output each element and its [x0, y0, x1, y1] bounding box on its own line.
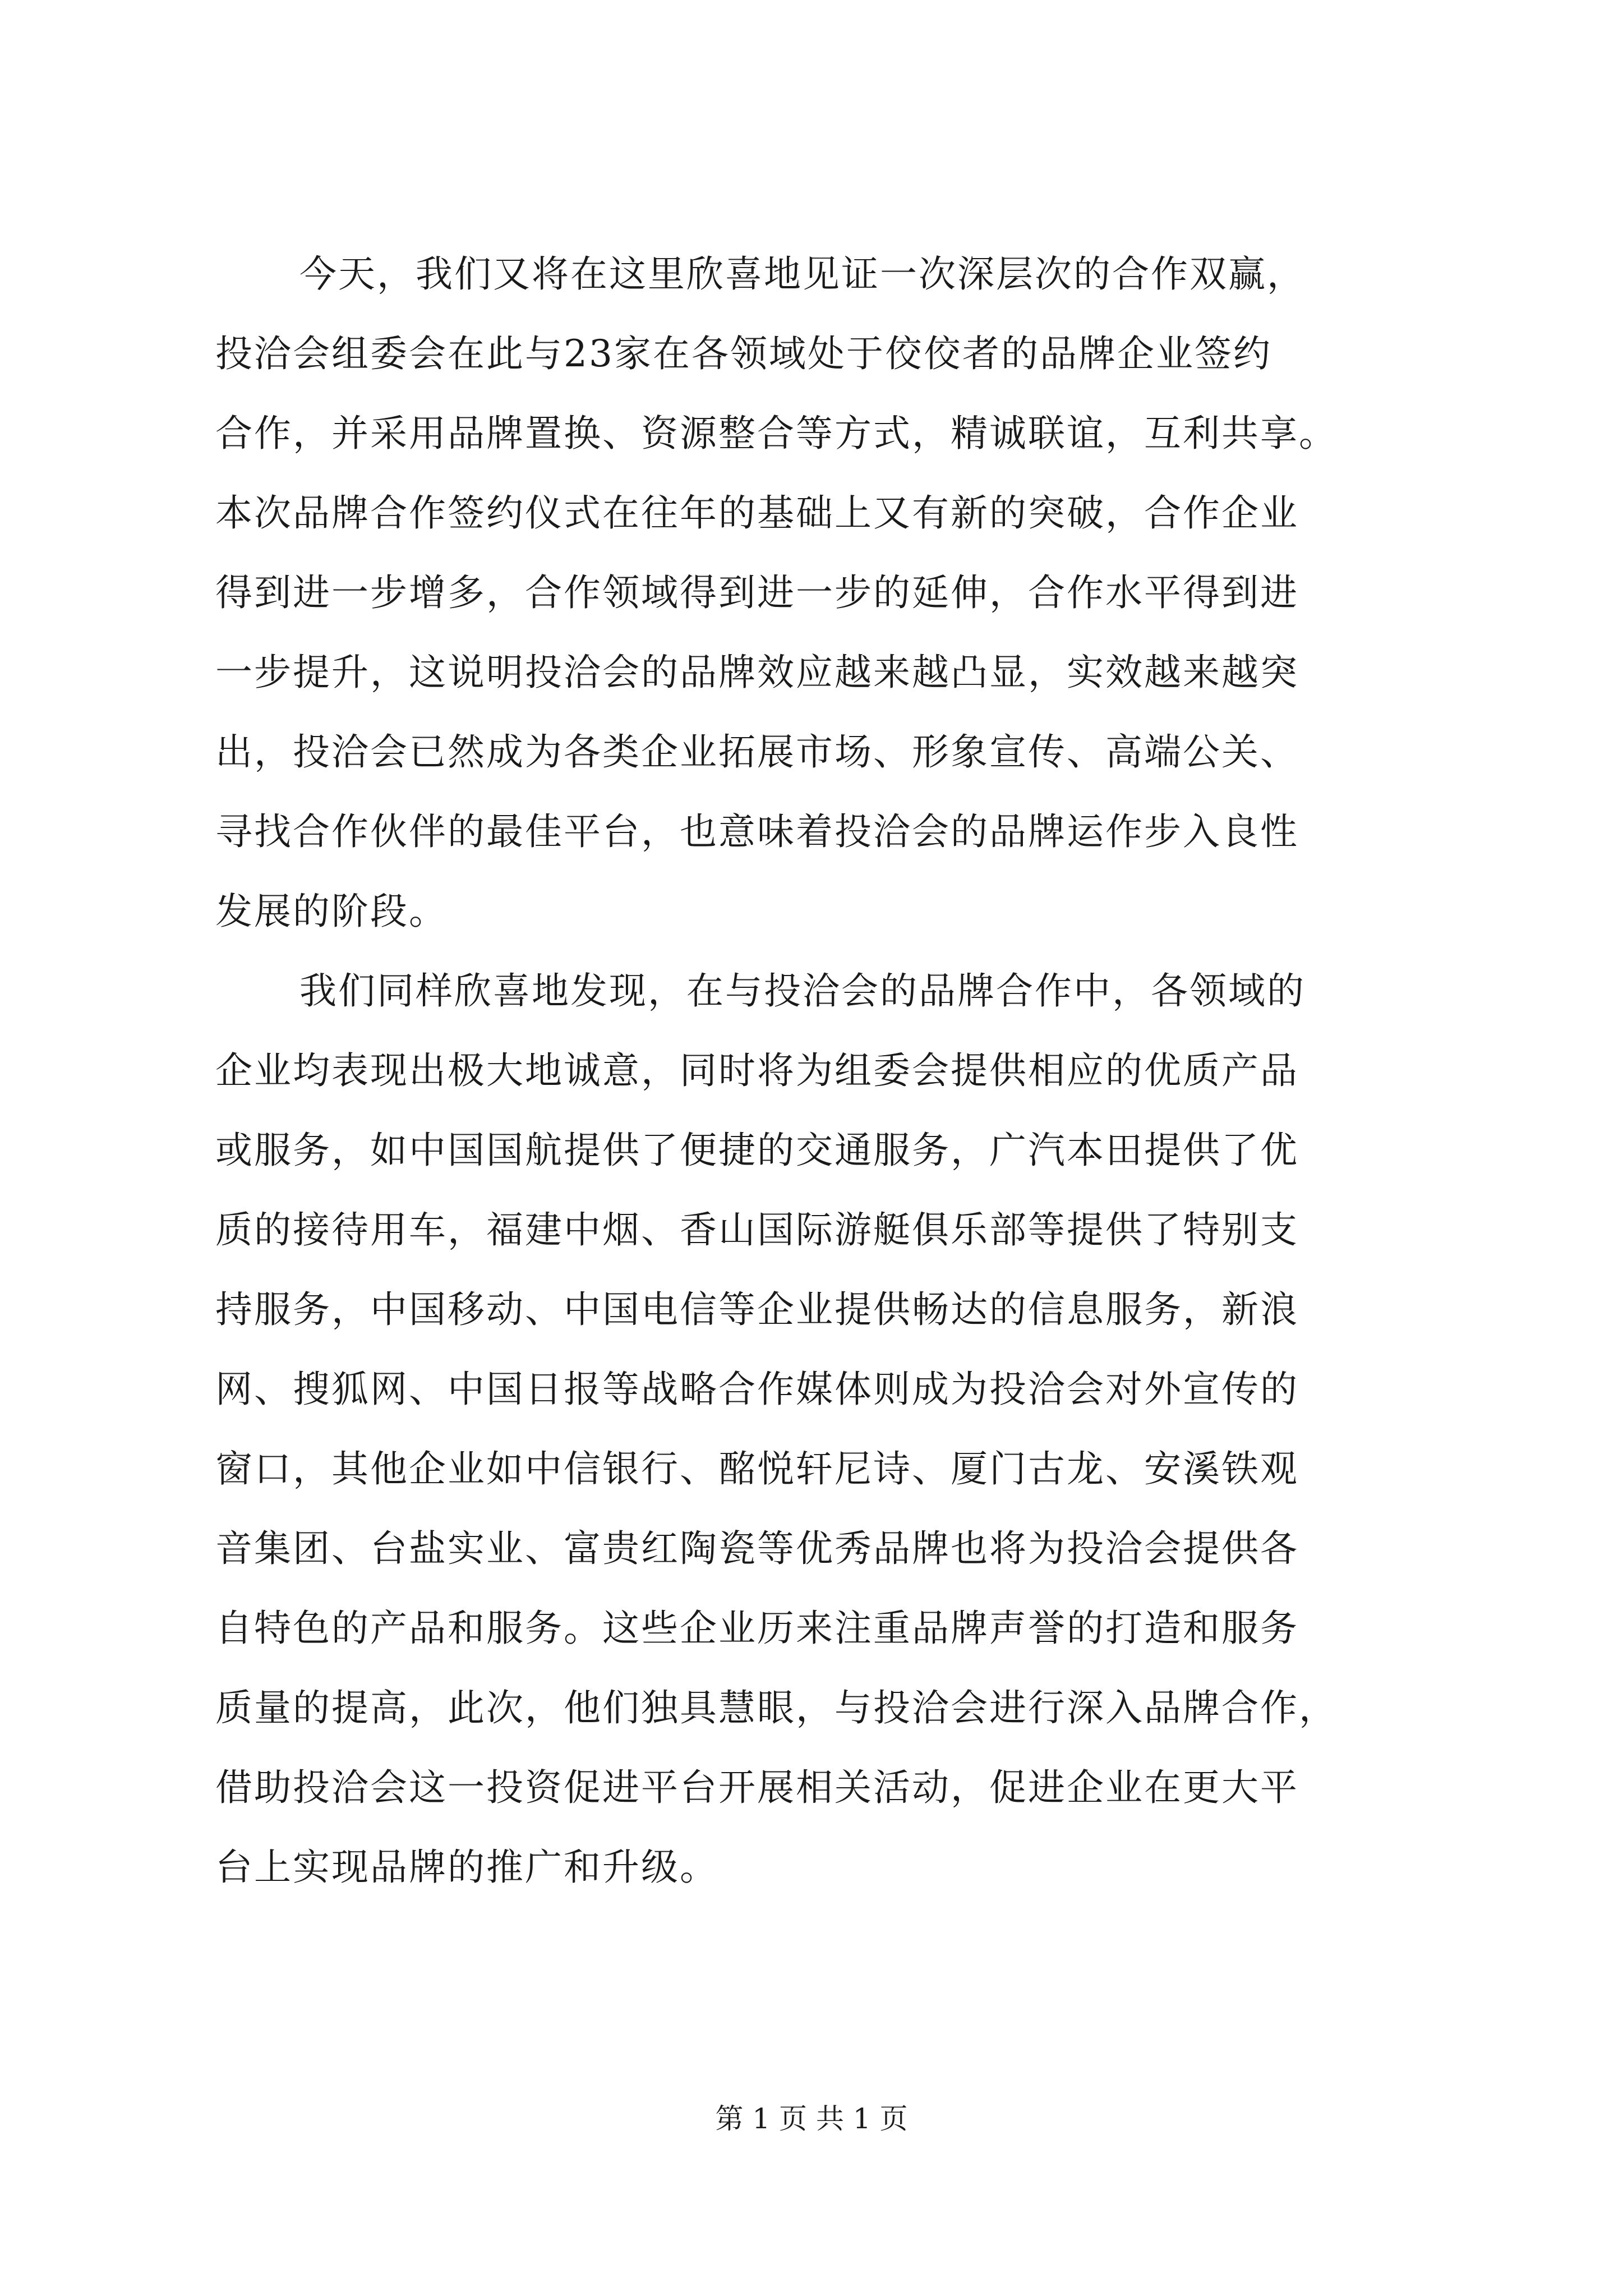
text-line: 或服务，如中国国航提供了便捷的交通服务，广汽本田提供了优 — [215, 1129, 1299, 1172]
text-line: 合作，并采用品牌置换、资源整合等方式，精诚联谊，互利共享。 — [215, 412, 1338, 455]
paragraph-1 — [215, 234, 1421, 951]
text-line: 本次品牌合作签约仪式在往年的基础上又有新的突破，合作企业 — [215, 491, 1299, 535]
text-line: 质的接待用车，福建中烟、香山国际游艇俱乐部等提供了特别支 — [215, 1208, 1299, 1251]
text-line: 企业均表现出极大地诚意，同时将为组委会提供相应的优质产品 — [215, 1049, 1299, 1092]
text-line: 投洽会组委会在此与23家在各领域处于佼佼者的品牌企业签约 — [215, 332, 1272, 375]
document-body — [215, 234, 1421, 1907]
text-line: 发展的阶段。 — [215, 890, 448, 933]
page-number-footer: 第 1 页 共 1 页 — [715, 2102, 908, 2135]
text-line: 我们同样欣喜地发现，在与投洽会的品牌合作中，各领域的 — [299, 969, 1306, 1013]
text-line: 寻找合作伙伴的最佳平台，也意味着投洽会的品牌运作步入良性 — [215, 810, 1299, 853]
text-line: 得到进一步增多，合作领域得到进一步的延伸，合作水平得到进 — [215, 571, 1299, 614]
paragraph-2 — [215, 951, 1421, 1907]
text-line: 音集团、台盐实业、富贵红陶瓷等优秀品牌也将为投洽会提供各 — [215, 1527, 1299, 1570]
text-line: 借助投洽会这一投资促进平台开展相关活动，促进企业在更大平 — [215, 1766, 1299, 1809]
text-line: 台上实现品牌的推广和升级。 — [215, 1846, 718, 1889]
text-line: 网、搜狐网、中国日报等战略合作媒体则成为投洽会对外宣传的 — [215, 1368, 1299, 1411]
text-line: 出，投洽会已然成为各类企业拓展市场、形象宣传、高端公关、 — [215, 730, 1299, 774]
text-line: 今天，我们又将在这里欣喜地见证一次深层次的合作双赢， — [299, 252, 1306, 296]
text-line: 质量的提高，此次，他们独具慧眼，与投洽会进行深入品牌合作， — [215, 1686, 1338, 1729]
text-line: 窗口，其他企业如中信银行、酩悦轩尼诗、厦门古龙、安溪铁观 — [215, 1447, 1299, 1490]
text-line: 一步提升，这说明投洽会的品牌效应越来越凸显，实效越来越突 — [215, 651, 1299, 694]
text-line: 持服务，中国移动、中国电信等企业提供畅达的信息服务，新浪 — [215, 1288, 1299, 1331]
text-line: 自特色的产品和服务。这些企业历来注重品牌声誉的打造和服务 — [215, 1607, 1299, 1650]
